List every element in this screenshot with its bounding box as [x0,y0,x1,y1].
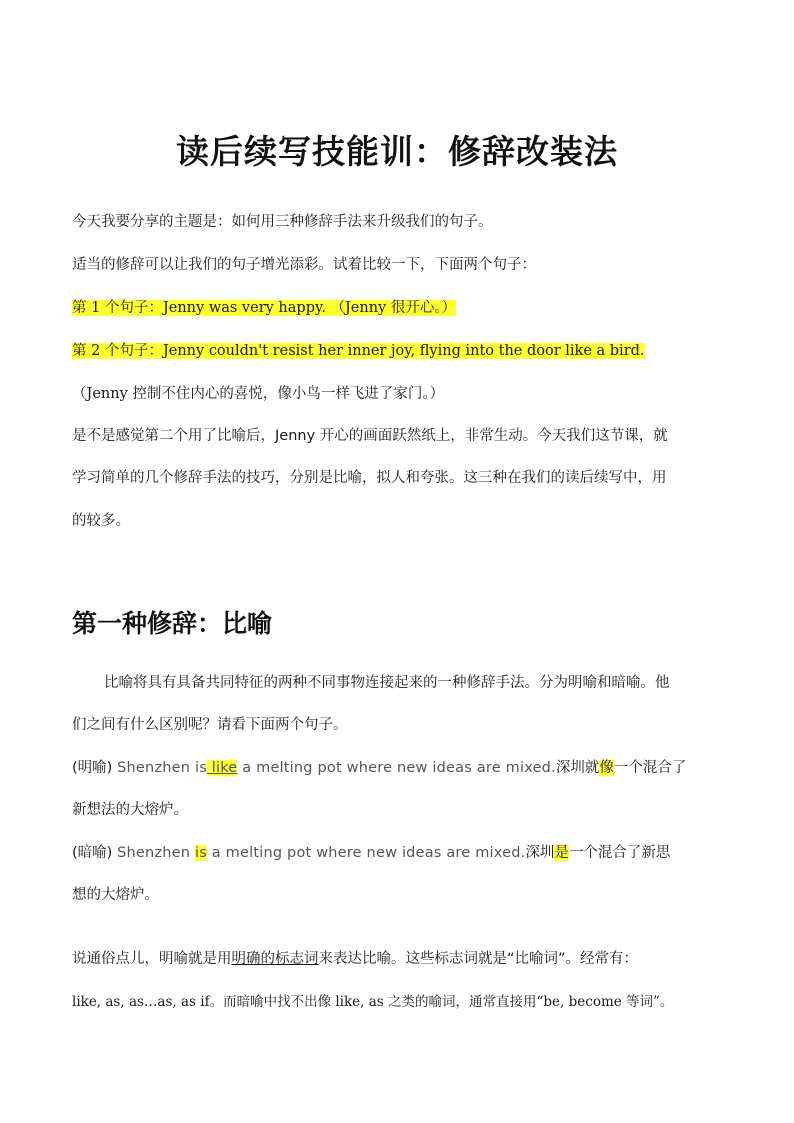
simile-cn-marker: 像 [599,760,614,776]
metaphor-marker-word: is [194,845,207,861]
sentence-2-translation: （Jenny 控制不住内心的喜悦，像小鸟一样飞进了家门。） [72,386,445,402]
metaphor-cn-post: 一个混合了新思 [568,845,671,861]
intro-paragraph-3-line-2: 学习简单的几个修辞手法的技巧，分别是比喻，拟人和夸张。这三种在我们的读后续写中，用 [72,470,667,486]
sentence-2-highlight: 第 2 个句子：Jenny couldn't resist her inner joy, flying into the door like a bird. [72,343,645,359]
metaphor-example-line-2: 想的大熔炉。 [72,887,159,903]
page-title: 读后续写技能训：修辞改装法 [176,132,618,171]
section-heading: 第一种修辞：比喻 [72,609,273,638]
simile-tag: (明喻) [72,760,113,776]
explanation-line-1 [72,948,638,970]
simile-marker-word: like [206,760,238,776]
simile-cn-post: 一个混合了 [613,760,687,776]
intro-paragraph-2: 适当的修辞可以让我们的句子增光添彩。试着比较一下，下面两个句子： [72,257,536,273]
intro-paragraph-3-line-1: 是不是感觉第二个用了比喻后，Jenny 开心的画面跃然纸上，非常生动。今天我们这节课，就 [72,428,668,444]
metaphor-en-pre: Shenzhen [112,845,195,861]
metaphor-paragraph-line-1: 比喻将具有具备共同特征的两种不同事物连接起来的一种修辞手法。分为明喻和暗喻。他 [104,675,670,691]
metaphor-example [72,842,670,864]
simile-example [72,757,686,779]
simile-cn-pre: 深圳就 [555,760,600,776]
explanation-pre: 说通俗点儿，明喻就是用 [72,951,232,967]
intro-paragraph-3-line-3: 的较多。 [72,513,130,529]
simile-example-line-2: 新想法的大熔炉。 [72,802,188,818]
simile-en-pre: Shenzhen is [112,760,207,776]
metaphor-paragraph-line-2: 们之间有什么区别呢？请看下面两个句子。 [72,717,348,733]
intro-paragraph-1: 今天我要分享的主题是：如何用三种修辞手法来升级我们的句子。 [72,214,493,230]
sentence-2 [72,340,645,362]
metaphor-tag: (暗喻) [72,845,113,861]
sentence-1 [72,297,456,319]
simile-en-post: a melting pot where new ideas are mixed. [237,760,556,776]
explanation-line-2: like, as, as…as, as if。而暗喻中找不出像 like, as 之类的喻词，通常直接用“be, become 等词”。 [72,994,674,1010]
metaphor-cn-pre: 深圳 [525,845,555,861]
metaphor-en-post: a melting pot where new ideas are mixed. [206,845,526,861]
explanation-underlined: 明确的标志词 [231,951,319,967]
metaphor-cn-marker: 是 [554,845,569,861]
explanation-post: 来表达比喻。这些标志词就是“比喻词”。经常有： [318,951,639,967]
sentence-1-highlight: 第 1 个句子：Jenny was very happy. （Jenny 很开心。） [72,300,457,316]
